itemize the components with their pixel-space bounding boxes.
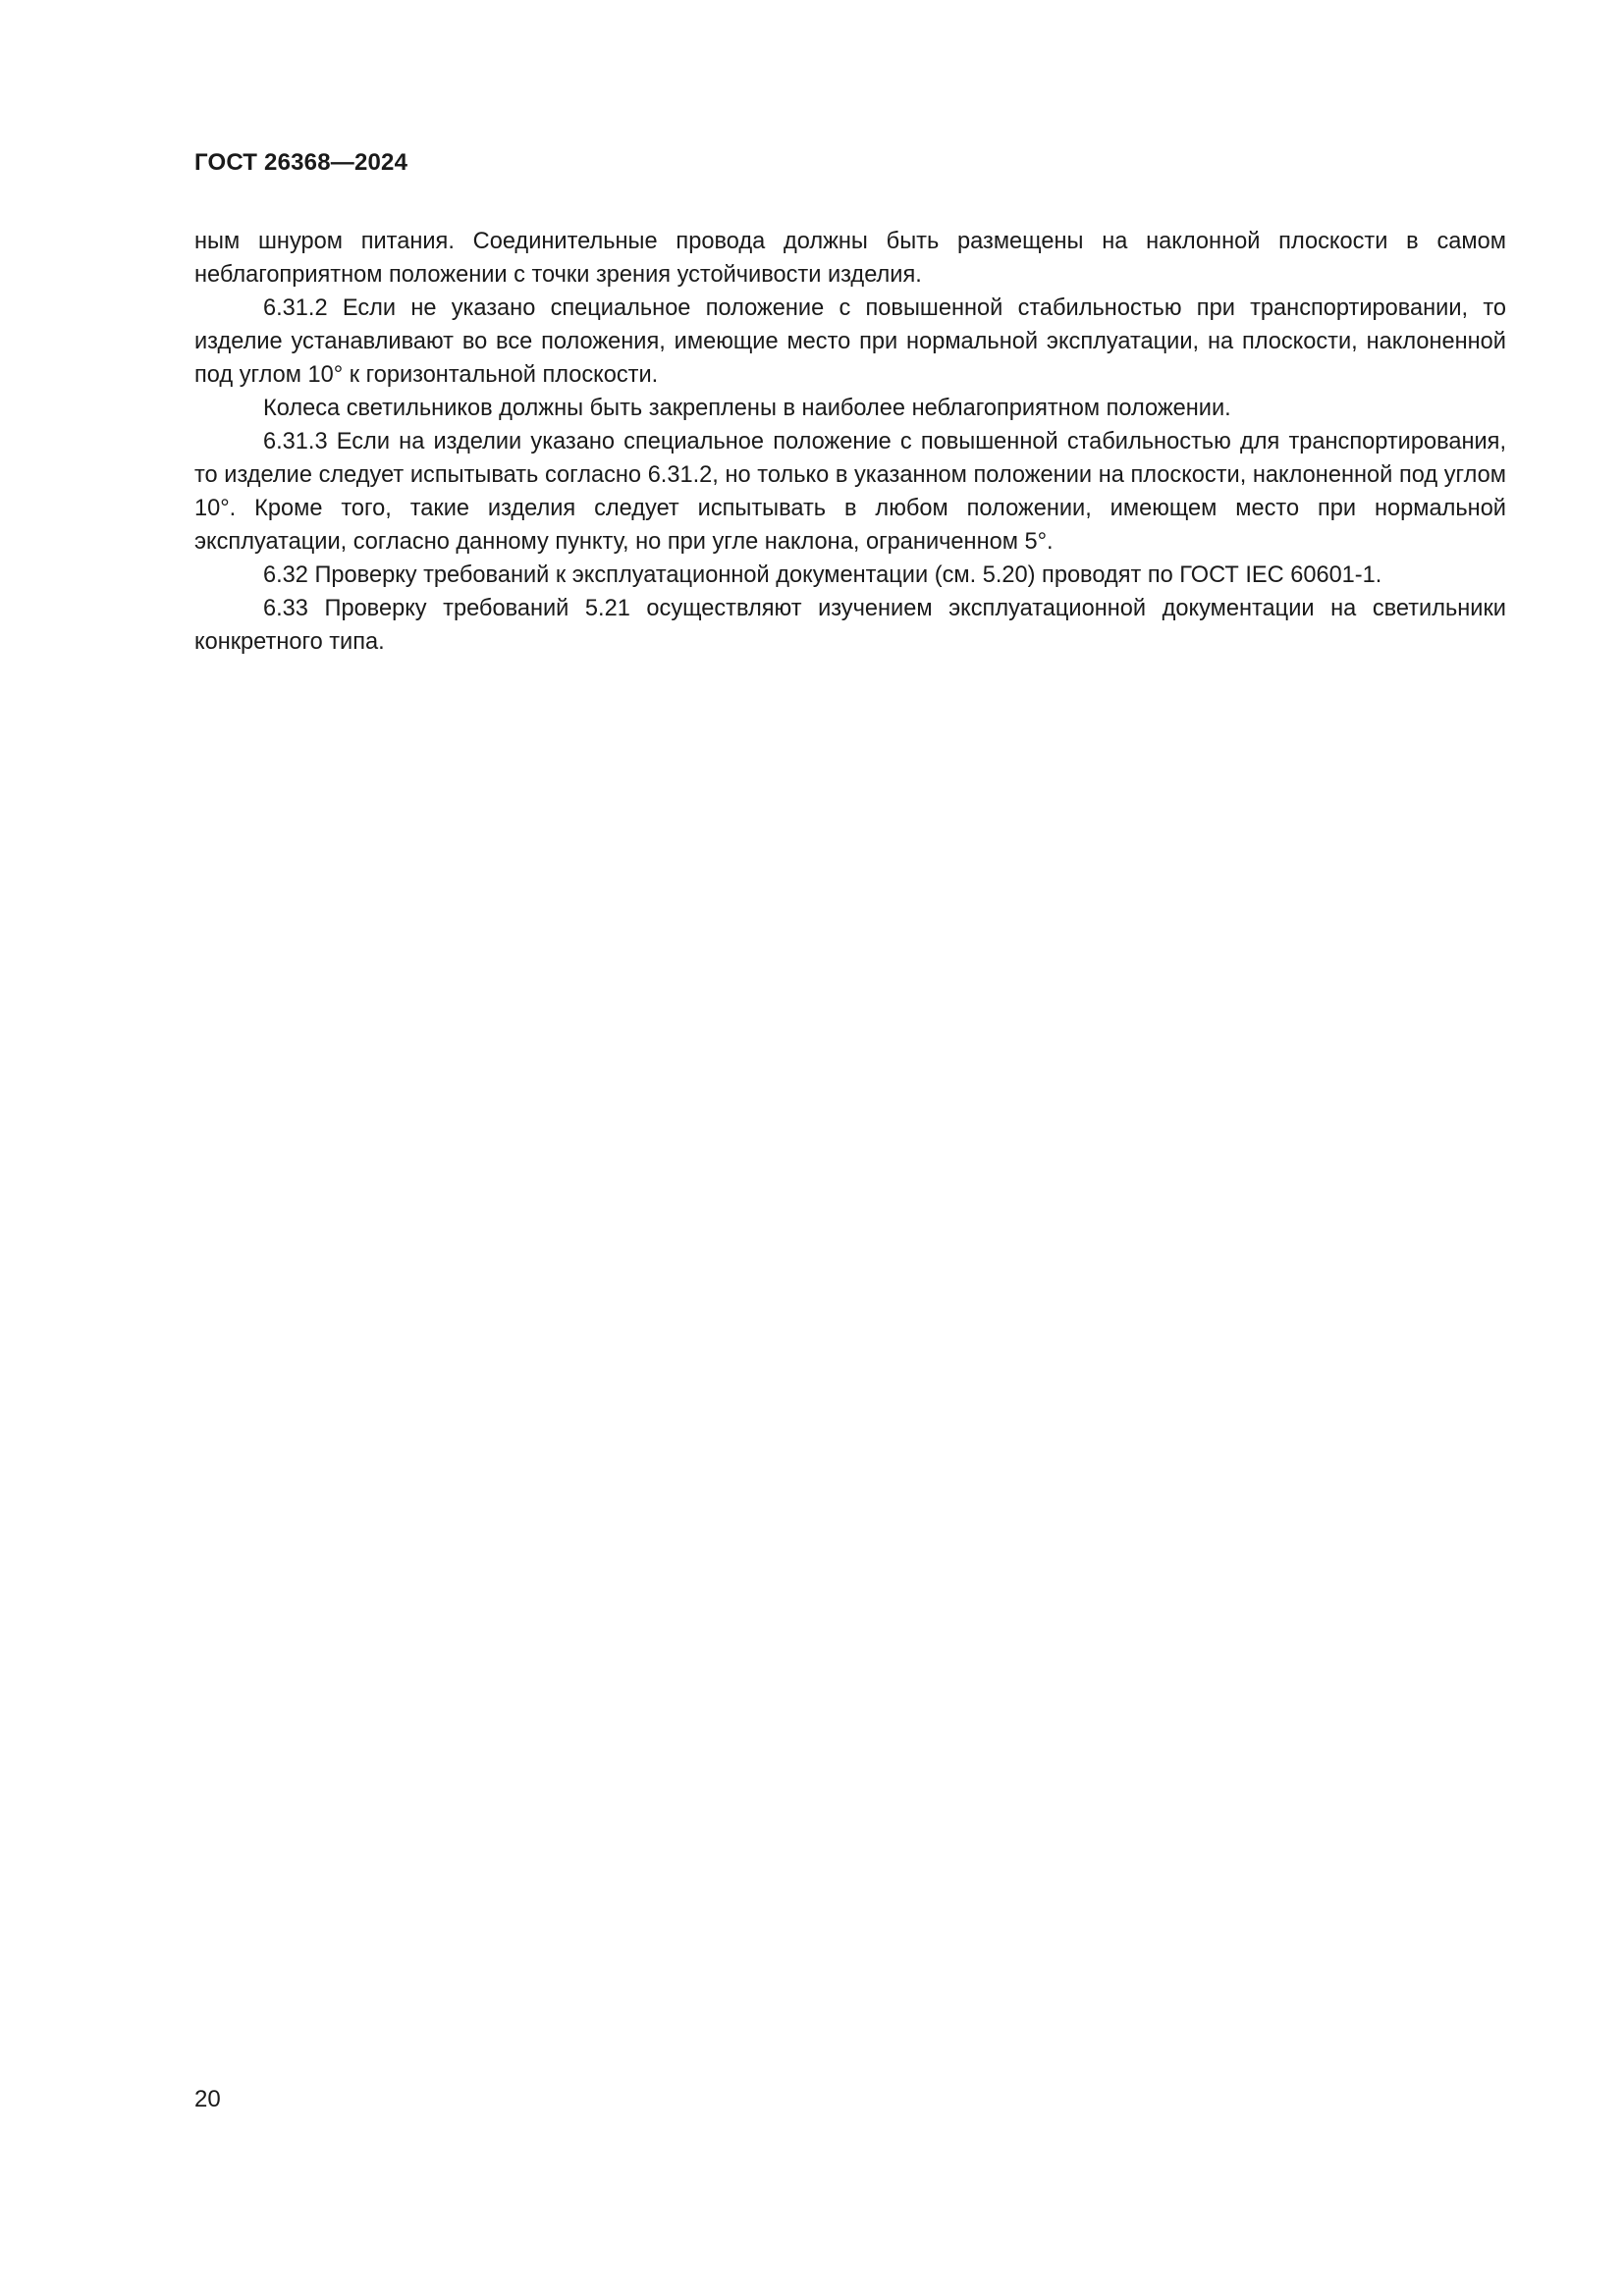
paragraph-6-31-3: 6.31.3 Если на изделии указано специальное положение с повышенной стабильностью для транспортирования, то изделие следует испытывать согласно 6.31.2, но только в указанном положении на плоскости, наклоненной под углом 10°. Кроме того, такие изделия следует испытывать в любом положении, имеющем место при нормальной эксплуатации, согласно данному пункту, но при угле наклона, ограниченном 5°. bbox=[194, 429, 1506, 555]
page-number: 20 bbox=[194, 2086, 221, 2112]
paragraph-continuation: ным шнуром питания. Соединительные провода должны быть размещены на наклонной плоскости в самом неблагоприятном положении с точки зрения устойчивости изделия. bbox=[194, 229, 1506, 288]
paragraph-wheels: Колеса светильников должны быть закреплены в наиболее неблагоприятном положении. bbox=[263, 396, 1231, 421]
paragraph-6-31-2: 6.31.2 Если не указано специальное положение с повышенной стабильностью при транспортировании, то изделие устанавливают во все положения, имеющие место при нормальной эксплуатации, на плоскости, наклоненной под углом 10° к горизонтальной плоскости. bbox=[194, 295, 1506, 388]
document-body bbox=[194, 225, 1506, 659]
document-header: ГОСТ 26368—2024 bbox=[194, 149, 408, 176]
paragraph-6-32: 6.32 Проверку требований к эксплуатационной документации (см. 5.20) проводят по ГОСТ IEC 60601-1. bbox=[263, 562, 1382, 588]
paragraph-6-33: 6.33 Проверку требований 5.21 осуществляют изучением эксплуатационной документации на светильники конкретного типа. bbox=[194, 596, 1506, 655]
